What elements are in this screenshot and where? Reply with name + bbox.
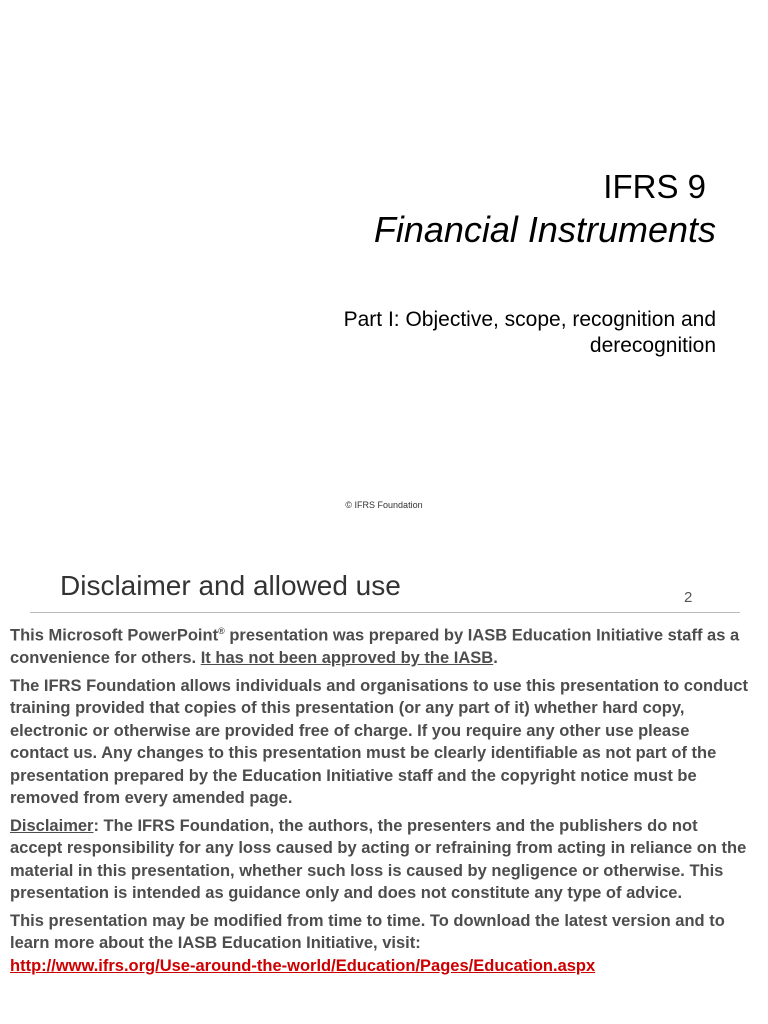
copyright-notice: © IFRS Foundation: [345, 500, 423, 510]
paragraph-preparation-text: This Microsoft PowerPoint: [10, 626, 219, 645]
part-heading-line1: Part I: Objective, scope, recognition and: [343, 308, 716, 331]
registered-mark: ®: [218, 626, 225, 636]
disclaimer-body: [10, 620, 750, 982]
paragraph-allowed-use: The IFRS Foundation allows individuals and organisations to use this presentation to conduct training provided that copies of this presentation (or any part of it) whether hard copy, electronic or otherwise are provided free of charge. If you require any other use please contact us. Any changes to this presentation must be clearly identifiable as not part of the presentation prepared by the Education Initiative staff and the copyright notice must be removed from every amended page.: [10, 676, 748, 807]
disclaimer-slide: [0, 540, 768, 1024]
disclaimer-title: Disclaimer and allowed use: [60, 570, 401, 601]
disclaimer-label: Disclaimer: [10, 816, 94, 835]
not-approved-notice: It has not been approved by the IASB: [200, 649, 494, 667]
download-text: This presentation may be modified from time to time. To download the latest version and to learn more about the IASB Education Initiative, visit:: [10, 911, 725, 952]
slide-title: IFRS 9: [603, 168, 706, 205]
disclaimer-text: : The IFRS Foundation, the authors, the presenters and the publishers do not accept responsibility for any loss caused by acting or refraining from acting in reliance on the material in this presentation, whether such loss is caused by negligence or otherwise. This presentation is intended as guidance only and does not constitute any type of advice.: [10, 816, 747, 902]
education-link[interactable]: http://www.ifrs.org/Use-around-the-world/Education/Pages/Education.aspx: [10, 956, 596, 975]
part-heading: [276, 307, 716, 359]
paragraph-preparation: [10, 620, 750, 670]
part-heading-line2: derecognition: [589, 334, 716, 357]
paragraph-disclaimer: [10, 815, 750, 905]
page-number: 2: [684, 589, 693, 606]
title-divider: [30, 612, 740, 613]
paragraph-preparation-end: .: [493, 649, 498, 667]
paragraph-download: [10, 910, 750, 978]
slide-subtitle: Financial Instruments: [373, 209, 716, 250]
paragraph-preparation-text-cont: presentation was prepared by IASB Education Initiative staff as a convenience for others.: [10, 626, 740, 667]
